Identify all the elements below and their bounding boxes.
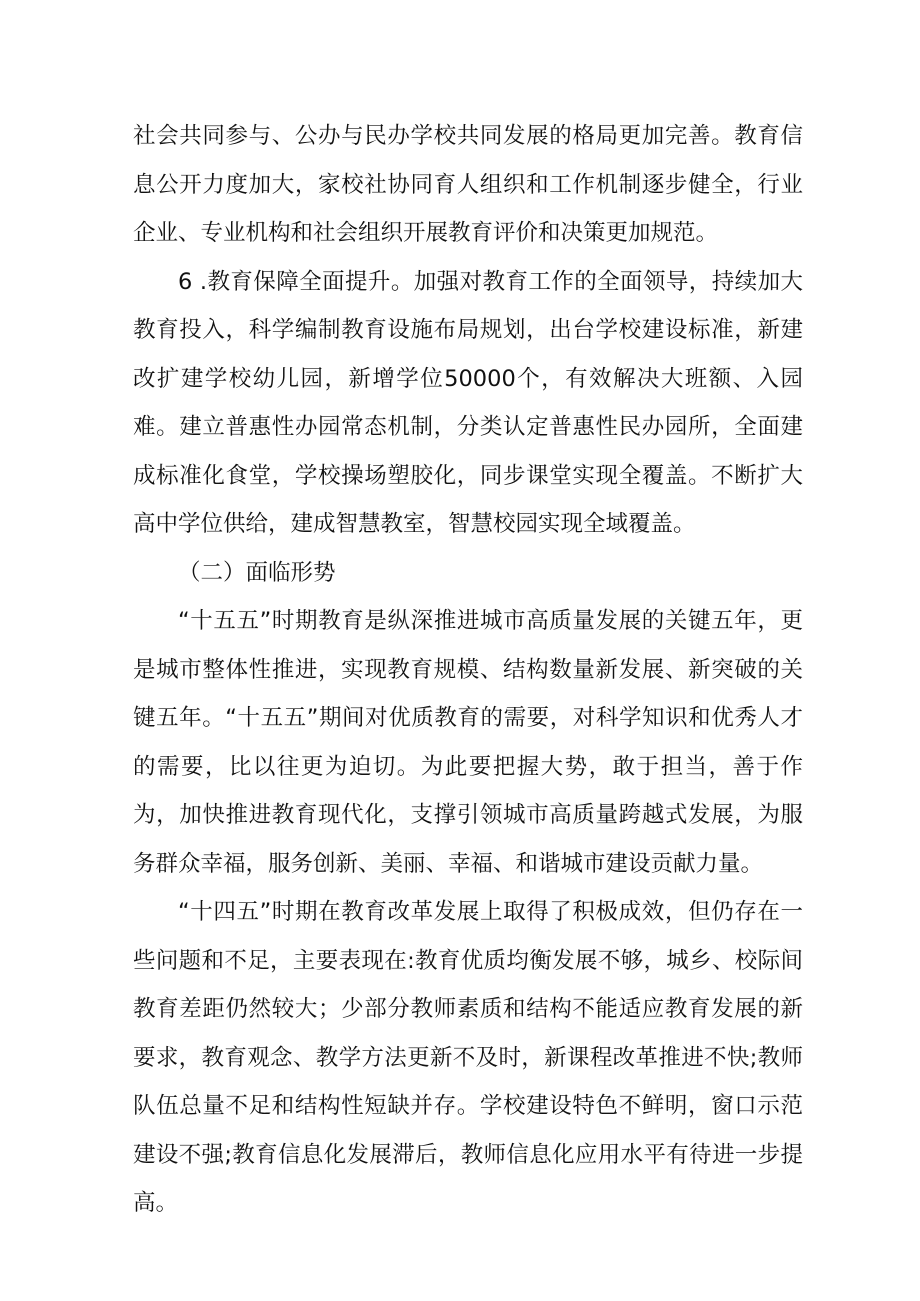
paragraph-governance-continuation: 社会共同参与、公办与民办学校共同发展的格局更加完善。教育信息公开力度加大，家校社协同育人组织和工作机制逐步健全，行业企业、专业机构和社会组织开展教育评价和决策更加规范。	[133, 123, 803, 246]
section-heading-situation: （二）面临形势	[178, 559, 336, 586]
document-body	[133, 112, 803, 1228]
paragraph-education-guarantee: 6 .教育保障全面提升。加强对教育工作的全面领导，持续加大教育投入，科学编制教育设施布局规划，出台学校建设标准，新建改扩建学校幼儿园，新增学位50000个，有效解决大班额、入园难。建立普惠性办园常态机制，分类认定普惠性民办园所，全面建成标准化食堂，学校操场塑胶化，同步课堂实现全覆盖。不断扩大高中学位供给，建成智慧教室，智慧校园实现全域覆盖。	[133, 268, 803, 537]
paragraph-fourteenth-five-year-issues: “十四五”时期在教育改革发展上取得了积极成效，但仍存在一些问题和不足，主要表现在:教育优质均衡发展不够，城乡、校际间教育差距仍然较大；少部分教师素质和结构不能适应教育发展的新要求，教育观念、教学方法更新不及时，新课程改革推进不快;教师队伍总量不足和结构性短缺并存。学校建设特色不鲜明，窗口示范建设不强;教育信息化发展滞后，教师信息化应用水平有待进一步提高。	[133, 899, 803, 1216]
paragraph-fifteenth-five-year-plan: “十五五”时期教育是纵深推进城市高质量发展的关键五年，更是城市整体性推进，实现教育规模、结构数量新发展、新突破的关键五年。“十五五”期间对优质教育的需要，对科学知识和优秀人才的需要，比以往更为迫切。为此要把握大势，敢于担当，善于作为，加快推进教育现代化，支撑引领城市高质量跨越式发展，为服务群众幸福，服务创新、美丽、幸福、和谐城市建设贡献力量。	[133, 608, 803, 877]
